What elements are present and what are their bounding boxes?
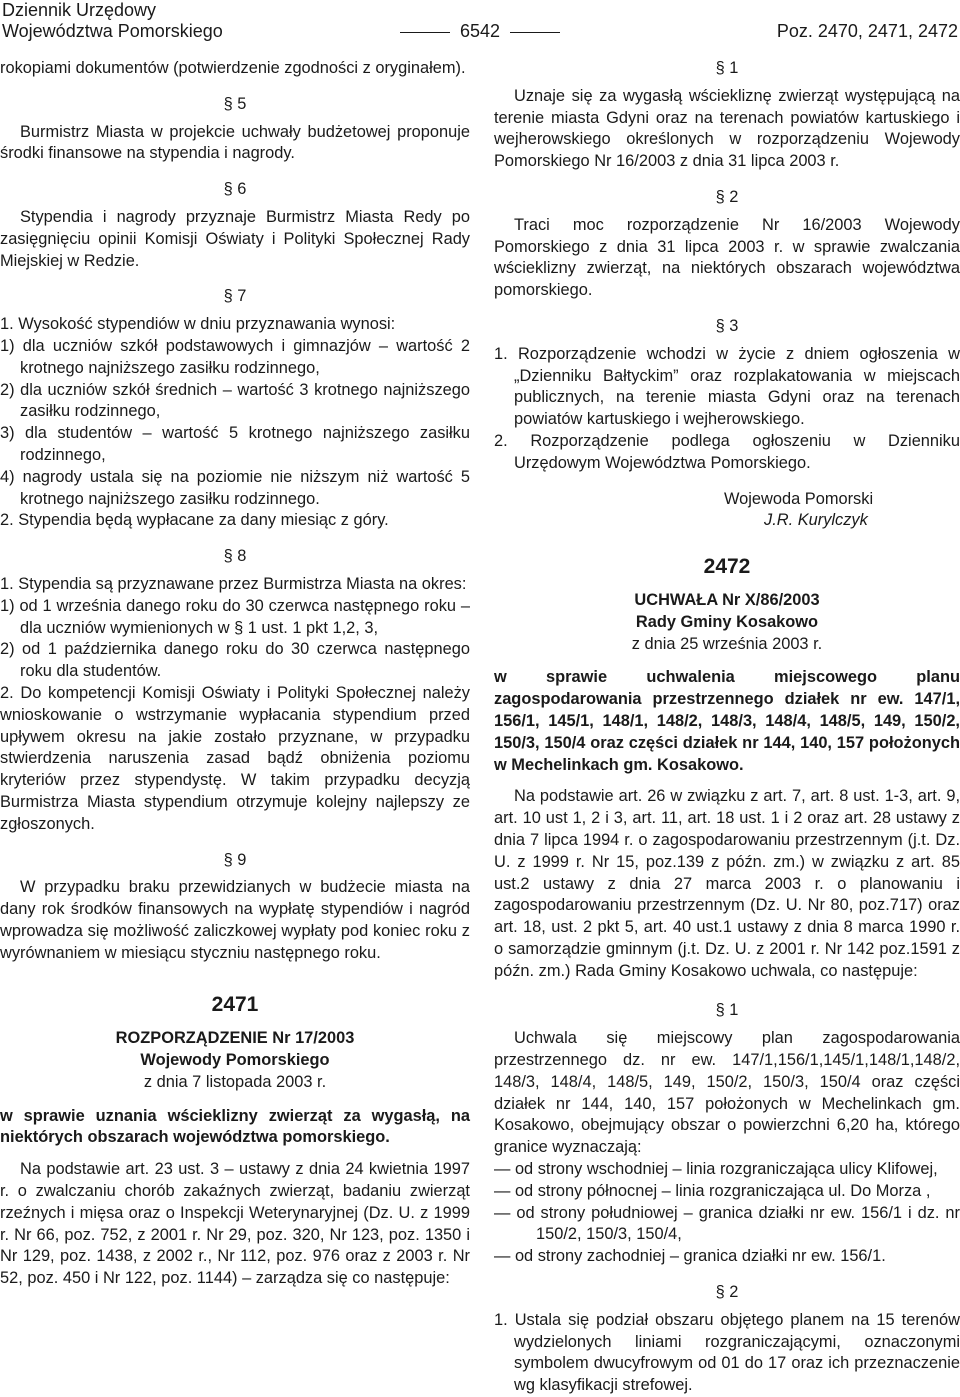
paragraph: 2. Do kompetencji Komisji Oświaty i Polityki Społecznej należy wnioskowanie o wstrzymanie wypłacania stypendium przed upływem okresu na jakie zostało przyznane, w przypadku stwierdzenia naruszenia zasad bądź obniżenia poziomu kryteriów przez stypendystę. W takim przypadku decyzją Burmistrza Miasta stypendium otrzymuje kolejny najlepszy ze zgłoszonych. [0, 683, 470, 833]
section-heading: § 1 [715, 1001, 739, 1020]
left-column [0, 58, 470, 1290]
paragraph: Uchwala się miejscowy plan zagospodarowania przestrzennego dz. nr ew. 147/1,156/1,145/1,148/1,148/2, 148/3, 148/4, 148/5, 149, 150/2, 150/3, 150/4 oraz części działek nr 144, 140, 157 położonych w Mechelinkach gm. Kosakowo, obejmujący obszar o powierzchni 6,20 ha, którego granice wyznaczają: [494, 1029, 960, 1157]
list-item: — od strony zachodniej – granica działki nr ew. 156/1. [494, 1247, 886, 1266]
list-item: 1) od 1 września danego roku do 30 czerwca następnego roku – dla uczniów wymienionych w § 1 ust. 1 pkt 1,2, 3, [0, 596, 470, 637]
right-column [494, 58, 960, 1397]
list-item: 1) dla uczniów szkół podstawowych i gimnazjów – wartość 2 krotnego najniższego zasiłku rodzinnego, [0, 336, 470, 377]
list-item: — od strony południowej – granica działki nr ew. 156/1 i dz. nr 150/2, 150/3, 150/4, [494, 1203, 960, 1244]
signature-name: J.R. Kurylczyk [764, 511, 868, 530]
paragraph: Na podstawie art. 26 w związku z art. 7, art. 8 ust. 1-3, art. 9, art. 10 ust 1, 2 i 3, art. 11, art. 18 ust. 1 i 2 oraz art. 28 ustawy z dnia 7 lipca 1994 r. o zagospodarowaniu przestrzennym (j.t. Dz. U. z 1999 r. Nr 15, poz.139 z późn. zm.) w związku z art. 85 ust.2 ustawy z dnia 27 marca 2003 r. o planowaniu i zagospodarowaniu przestrzennym (Dz. U. Nr 80, poz.717) oraz art. 18, ust. 2 pkt 5, art. 40 ust.1 ustawy z dnia 8 marca 1990 r. o samorządzie gminnym (j.t. Dz. U. z 2001 r. Nr 142 poz.1591 z późn. zm.) Rada Gminy Kosakowo uchwala, co następuje: [494, 787, 960, 980]
document-issuer: Wojewody Pomorskiego [140, 1051, 330, 1070]
paragraph: 1. Stypendia są przyznawane przez Burmistrza Miasta na okres: [0, 574, 467, 593]
paragraph: Stypendia i nagrody przyznaje Burmistrz Miasta Redy po zasięgnięciu opinii Komisji Oświaty i Polityki Społecznej Rady Miejskiej w Redzie. [0, 207, 470, 270]
page-number-text: 6542 [459, 21, 501, 41]
section-heading: § 1 [715, 59, 739, 77]
list-item: 2) dla uczniów szkół średnich – wartość 3 krotnego najniższego zasiłku rodzinnego, [0, 380, 470, 421]
document-title: ROZPORZĄDZENIE Nr 17/2003 [115, 1029, 355, 1048]
paragraph: Na podstawie art. 23 ust. 3 – ustawy z dnia 24 kwietnia 1997 r. o zwalczaniu chorób zakaźnych zwierząt, badaniu zwierząt rzeźnych i mięsa oraz o Inspekcji Weterynaryjnej (Dz. U. z 1999 r. Nr 66, poz. 752, z 2001 r. Nr 29, poz. 320, Nr 123, poz. 1350 i Nr 129, poz. 1438, z 2002 r., Nr 112, poz. 976 oraz z 2003 r. Nr 52, poz. 450 i Nr 122, poz. 1144) – zarządza się co następuje: [0, 1160, 470, 1288]
paragraph: W przypadku braku przewidzianych w budżecie miasta na dany rok środków finansowych na wypłatę stypendiów i nagród wprowadza się możliwość zaliczkowej wypłaty pod koniec roku z wyrównaniem w miesiącu styczniu następnego roku. [0, 878, 470, 962]
paragraph: 1. Wysokość stypendiów w dniu przyznawania wynosi: [0, 315, 396, 334]
rule-left [400, 32, 450, 33]
section-heading: § 3 [715, 316, 739, 335]
document-number: 2471 [211, 993, 259, 1017]
page-header [0, 0, 960, 44]
document-subject: w sprawie uchwalenia miejscowego planu zagospodarowania przestrzennego działek nr ew. 147/1, 156/1, 145/1, 148/1, 148/2, 148/3, 148/4, 148/5, 149, 150/2, 150/3, 150/4 oraz części działek nr 144, 140, 157 położonych w Mechelinkach gm. Kosakowo. [494, 668, 960, 774]
paragraph: Burmistrz Miasta w projekcie uchwały budżetowej proponuje środki finansowe na stypendia i nagrody. [0, 122, 470, 163]
document-title: UCHWAŁA Nr X/86/2003 [634, 590, 820, 609]
list-item: 3) dla studentów – wartość 5 krotnego najniższego zasiłku rodzinnego, [0, 424, 470, 464]
section-heading: § 5 [223, 94, 247, 113]
paragraph: Traci moc rozporządzenie Nr 16/2003 Wojewody Pomorskiego z dnia 31 lipca 2003 r. w sprawie zwalczania wścieklizny zwierząt, na niektórych obszarach województwa pomorskiego. [494, 215, 960, 300]
section-heading: § 9 [223, 850, 247, 869]
list-item: 2) od 1 października danego roku do 30 czerwca następnego roku dla studentów. [0, 640, 470, 681]
section-heading: § 6 [223, 180, 247, 199]
section-heading: § 7 [223, 287, 247, 306]
section-heading: § 2 [715, 1283, 739, 1302]
list-item: 2. Rozporządzenie podlega ogłoszeniu w Dzienniku Urzędowym Województwa Pomorskiego. [494, 431, 960, 472]
document-number: 2472 [703, 555, 751, 579]
paragraph: 2. Stypendia będą wypłacane za dany miesiąc z góry. [0, 511, 389, 530]
document-date: z dnia 25 września 2003 r. [631, 634, 823, 653]
positions: Poz. 2470, 2471, 2472 [776, 21, 958, 41]
section-heading: § 8 [223, 547, 247, 566]
list-item: 4) nagrody ustala się na poziomie nie niższym niż wartość 5 krotnego najniższego zasiłku rodzinnego. [0, 467, 470, 508]
paragraph: Uznaje się za wygasłą wściekliznę zwierząt występującą na terenie miasta Gdyni oraz na terenach powiatów kartuskiego i wejherowskiego określonych w rozporządzeniu Wojewody Pomorskiego Nr 16/2003 z dnia 31 lipca 2003 r. [494, 86, 960, 171]
paragraph: rokopiami dokumentów (potwierdzenie zgodności z oryginałem). [0, 59, 466, 77]
document-date: z dnia 7 listopada 2003 r. [143, 1072, 327, 1091]
rule-right [510, 32, 560, 33]
journal-line-2: Województwa Pomorskiego [2, 21, 223, 41]
list-item: — od strony wschodniej – linia rozgraniczająca ulicy Klifowej, [494, 1160, 938, 1179]
journal-line-1: Dziennik Urzędowy [2, 0, 157, 20]
section-heading: § 2 [715, 187, 739, 206]
list-item: 1. Rozporządzenie wchodzi w życie z dniem ogłoszenia w „Dzienniku Bałtyckim” oraz rozplakatowania w miejscach publicznych, na terenie miasta Gdyni oraz na terenach powiatów kartuskiego i wejherowskiego. [494, 344, 960, 429]
list-item: 1. Ustala się podział obszaru objętego planem na 15 terenów wydzielonych liniami rozgraniczającymi, oznaczonymi symbolem dwucyfrowym od 01 do 17 oraz ich przeznaczenie wg klasyfikacji strefowej. [494, 1310, 960, 1395]
signature-title: Wojewoda Pomorski [724, 489, 874, 508]
document-subject: w sprawie uznania wścieklizny zwierząt za wygasłą, na niektórych obszarach województwa pomorskiego. [0, 1106, 470, 1147]
document-issuer: Rady Gminy Kosakowo [635, 612, 819, 631]
list-item: — od strony północnej – linia rozgraniczająca ul. Do Morza , [494, 1181, 931, 1200]
